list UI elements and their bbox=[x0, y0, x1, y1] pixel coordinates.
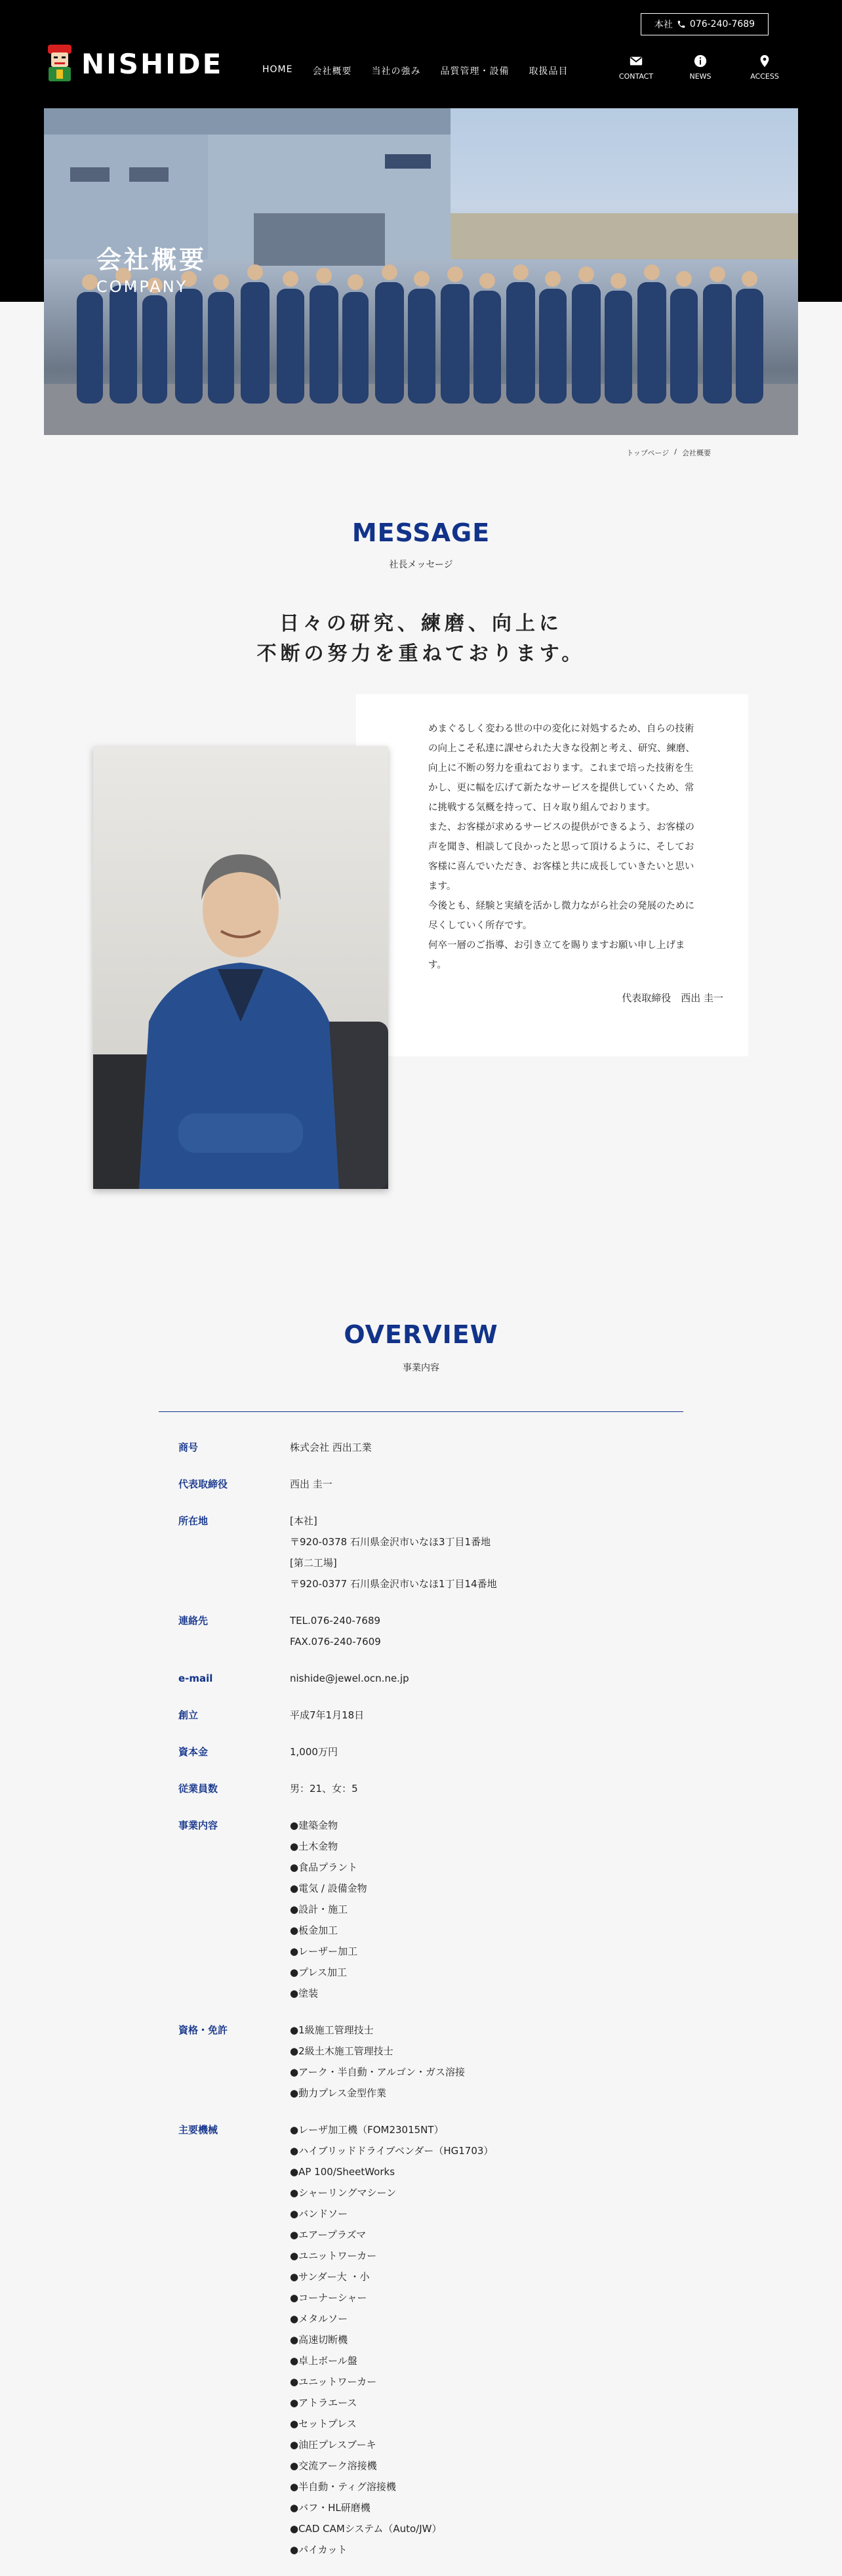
overview-value-line: 〒920-0377 石川県金沢市いなほ1丁目14番地 bbox=[290, 1578, 497, 1590]
nav-news[interactable] bbox=[681, 54, 720, 81]
overview-value-line: ●1級施工管理技士 bbox=[290, 2024, 374, 2036]
nav-access[interactable] bbox=[745, 54, 784, 81]
overview-value-line: ●ユニットワーカー bbox=[290, 2376, 377, 2388]
overview-subtitle: 事業内容 bbox=[403, 1363, 439, 1373]
catch-line-1: 日々の研究、練磨、向上に bbox=[279, 612, 563, 635]
tel-label: 本社 bbox=[654, 20, 673, 30]
nav-products[interactable]: 取扱品目 bbox=[529, 66, 569, 77]
overview-value-line: ●レーザ加工機（FOM23015NT） bbox=[290, 2124, 444, 2136]
overview-row-value bbox=[290, 1778, 358, 1799]
nav-home[interactable]: HOME bbox=[262, 64, 293, 75]
overview-row-label: 資格・免許 bbox=[178, 2024, 228, 2036]
message-body bbox=[428, 719, 723, 975]
overview-value-line: 1,000万円 bbox=[290, 1746, 338, 1758]
overview-value-line: ●エアープラズマ bbox=[290, 2229, 367, 2241]
overview-value-line: 西出 圭一 bbox=[290, 1478, 332, 1490]
overview-value-line: 男：21、女：5 bbox=[290, 1783, 358, 1795]
overview-row-label: 従業員数 bbox=[178, 1783, 218, 1795]
overview-value-line[interactable]: nishide@jewel.ocn.ne.jp bbox=[290, 1672, 409, 1684]
overview-row bbox=[178, 1741, 677, 1762]
mail-icon bbox=[629, 54, 643, 68]
breadcrumb-current: 会社概要 bbox=[682, 449, 711, 457]
overview-row-value bbox=[290, 1668, 409, 1689]
nav-access-label: ACCESS bbox=[750, 72, 779, 81]
overview-row bbox=[178, 1705, 677, 1726]
nav-strength[interactable]: 当社の強み bbox=[371, 66, 421, 77]
tel-box[interactable] bbox=[641, 13, 769, 35]
overview-row-label: 所在地 bbox=[178, 1515, 209, 1527]
overview-row-value bbox=[290, 1705, 364, 1726]
hero-subtitle: COMPANY bbox=[96, 278, 188, 296]
hero-image bbox=[44, 108, 798, 435]
overview-row-label: 事業内容 bbox=[178, 1819, 218, 1831]
president-photo bbox=[93, 746, 388, 1189]
catch-line-2: 不断の努力を重ねております。 bbox=[256, 642, 586, 665]
overview-value-line: 平成7年1月18日 bbox=[290, 1709, 365, 1721]
message-subtitle: 社長メッセージ bbox=[389, 560, 453, 570]
site-logo[interactable] bbox=[46, 43, 223, 84]
overview-row-label: 資本金 bbox=[178, 1746, 209, 1758]
nav-company[interactable]: 会社概要 bbox=[312, 66, 352, 77]
overview-row bbox=[178, 1610, 677, 1652]
overview-row-label: 代表取締役 bbox=[178, 1478, 228, 1490]
overview-row-value bbox=[290, 1815, 367, 2004]
message-line: す。 bbox=[428, 960, 447, 970]
nav-quality[interactable]: 品質管理・設備 bbox=[440, 66, 510, 77]
info-icon bbox=[693, 54, 708, 68]
message-line: 尽くしていく所存です。 bbox=[428, 921, 532, 931]
overview-value-line: ●レーザー加工 bbox=[290, 1945, 358, 1957]
message-line: 客様に喜んでいただき、お客様と共に成長していきたいと思い bbox=[428, 862, 694, 872]
overview-value-line: 株式会社 西出工業 bbox=[290, 1442, 372, 1453]
overview-value-line: ●動力プレス金型作業 bbox=[290, 2087, 387, 2099]
overview-row bbox=[178, 1510, 677, 1594]
overview-value-line: ●設計・施工 bbox=[290, 1903, 348, 1915]
message-line: に挑戦する気概を持って、日々取り組んでおります。 bbox=[428, 802, 656, 813]
overview-row bbox=[178, 2020, 677, 2104]
message-line: の向上こそ私達に課せられた大きな役割と考え、研究、練磨、 bbox=[428, 743, 695, 754]
overview-row-label: e-mail bbox=[178, 1672, 213, 1684]
message-line: また、お客様が求めるサービスの提供ができるよう、お客様の bbox=[428, 822, 694, 833]
overview-value-line: ●塗装 bbox=[290, 1987, 319, 1999]
overview-value-line: ●交流アーク溶接機 bbox=[290, 2460, 377, 2472]
overview-value-line: ●パイカット bbox=[290, 2544, 348, 2556]
hero-title: 会社概要 bbox=[96, 245, 207, 274]
president-figure bbox=[93, 746, 388, 1189]
overview-row bbox=[178, 2119, 677, 2560]
message-line: 声を聞き、相談して良かったと思って頂けるように、そしてお bbox=[428, 842, 694, 852]
message-line: めまぐるしく変わる世の中の変化に対処するため、自らの技術 bbox=[428, 724, 694, 734]
nav-contact-label: CONTACT bbox=[618, 72, 654, 81]
overview-value-line: ●サンダー大 ・小 bbox=[290, 2271, 370, 2283]
overview-value-line: ●建築金物 bbox=[290, 1819, 338, 1831]
overview-value-line: ●バンドソー bbox=[290, 2208, 348, 2220]
overview-row-value bbox=[290, 1474, 332, 1495]
overview-value-line: ●半自動・ティグ溶接機 bbox=[290, 2481, 396, 2493]
overview-value-line: ●アーク・半自動・アルゴン・ガス溶接 bbox=[290, 2066, 466, 2078]
overview-value-line: ●アトラエース bbox=[290, 2397, 357, 2409]
message-line: 向上に不断の努力を重ねております。これまで培った技術を生 bbox=[428, 763, 694, 774]
overview-value-line: ●セットプレス bbox=[290, 2418, 357, 2430]
overview-value-line: [本社] bbox=[290, 1515, 317, 1527]
overview-value-line: ●CAD CAMシステム（Auto/JW） bbox=[290, 2523, 442, 2535]
logo-text: NISHIDE bbox=[81, 47, 224, 80]
overview-row bbox=[178, 1437, 677, 1458]
overview-value-line: ●油圧プレスブーキ bbox=[290, 2439, 376, 2451]
overview-divider bbox=[159, 1411, 683, 1412]
message-box bbox=[356, 694, 748, 1056]
overview-value-line: [第二工場] bbox=[290, 1557, 337, 1569]
overview-row-label: 主要機械 bbox=[178, 2124, 218, 2136]
overview-value-line: ●土木金物 bbox=[290, 1840, 338, 1852]
overview-row-label: 連絡先 bbox=[178, 1615, 209, 1627]
overview-table bbox=[178, 1437, 677, 2576]
message-line: ます。 bbox=[428, 881, 456, 892]
overview-value-line: ●ハイブリッドドライブベンダー（HG1703） bbox=[290, 2145, 494, 2157]
overview-row-value bbox=[290, 1741, 338, 1762]
overview-value-line: ●ユニットワーカー bbox=[290, 2250, 377, 2262]
overview-row bbox=[178, 1815, 677, 2004]
message-line: かし、更に幅を広げて新たなサービスを提供していくため、常 bbox=[428, 783, 694, 793]
overview-row bbox=[178, 1668, 677, 1689]
overview-row-value bbox=[290, 1610, 381, 1652]
phone-icon bbox=[677, 20, 686, 29]
overview-row-label: 創立 bbox=[178, 1709, 199, 1721]
nav-contact[interactable] bbox=[616, 54, 656, 81]
message-line: 今後とも、経験と実績を活かし微力ながら社会の発展のために bbox=[428, 901, 694, 911]
breadcrumb bbox=[626, 447, 711, 458]
overview-value-line: ●卓上ボール盤 bbox=[290, 2355, 357, 2367]
tel-number: 076-240-7689 bbox=[689, 19, 755, 30]
overview-row-value bbox=[290, 1437, 372, 1458]
breadcrumb-home[interactable]: トップページ bbox=[626, 449, 670, 457]
message-line: 何卒一層のご指導、お引き立てを賜りますお願い申し上げま bbox=[428, 940, 685, 951]
overview-row-value bbox=[290, 1510, 497, 1594]
overview-title: OVERVIEW bbox=[344, 1320, 498, 1349]
overview-value-line: ●コーナーシャー bbox=[290, 2292, 367, 2304]
overview-value-line: ●高速切断機 bbox=[290, 2334, 348, 2346]
main-nav bbox=[262, 64, 568, 77]
breadcrumb-separator: / bbox=[674, 447, 677, 456]
message-catchphrase bbox=[0, 609, 842, 669]
overview-value-line: ●板金加工 bbox=[290, 1924, 338, 1936]
overview-value-line: ●電気 / 設備金物 bbox=[290, 1882, 367, 1894]
overview-value-line: ●AP 100/SheetWorks bbox=[290, 2166, 395, 2178]
overview-row-label: 商号 bbox=[178, 1442, 199, 1453]
nav-news-label: NEWS bbox=[689, 72, 712, 81]
overview-row-value bbox=[290, 2119, 493, 2560]
logo-mascot-icon bbox=[46, 43, 73, 84]
overview-value-line: FAX.076-240-7609 bbox=[290, 1636, 381, 1648]
overview-value-line: ●2級土木施工管理技士 bbox=[290, 2045, 393, 2057]
overview-row-value bbox=[290, 2020, 465, 2104]
nav-icon-links bbox=[616, 54, 784, 81]
overview-value-line: ●シャーリングマシーン bbox=[290, 2187, 397, 2199]
overview-row bbox=[178, 1778, 677, 1799]
overview-value-line: ●バフ・HL研磨機 bbox=[290, 2502, 371, 2514]
message-title: MESSAGE bbox=[351, 518, 491, 547]
overview-row bbox=[178, 1474, 677, 1495]
overview-value-line: ●食品プラント bbox=[290, 1861, 358, 1873]
overview-value-line: 〒920-0378 石川県金沢市いなほ3丁目1番地 bbox=[290, 1536, 491, 1548]
map-pin-icon bbox=[757, 54, 772, 68]
overview-value-line: ●メタルソー bbox=[290, 2313, 348, 2325]
overview-value-line: TEL.076-240-7689 bbox=[290, 1615, 381, 1627]
message-signature: 代表取締役 西出 圭一 bbox=[622, 992, 723, 1004]
overview-value-line: ●プレス加工 bbox=[290, 1966, 348, 1978]
